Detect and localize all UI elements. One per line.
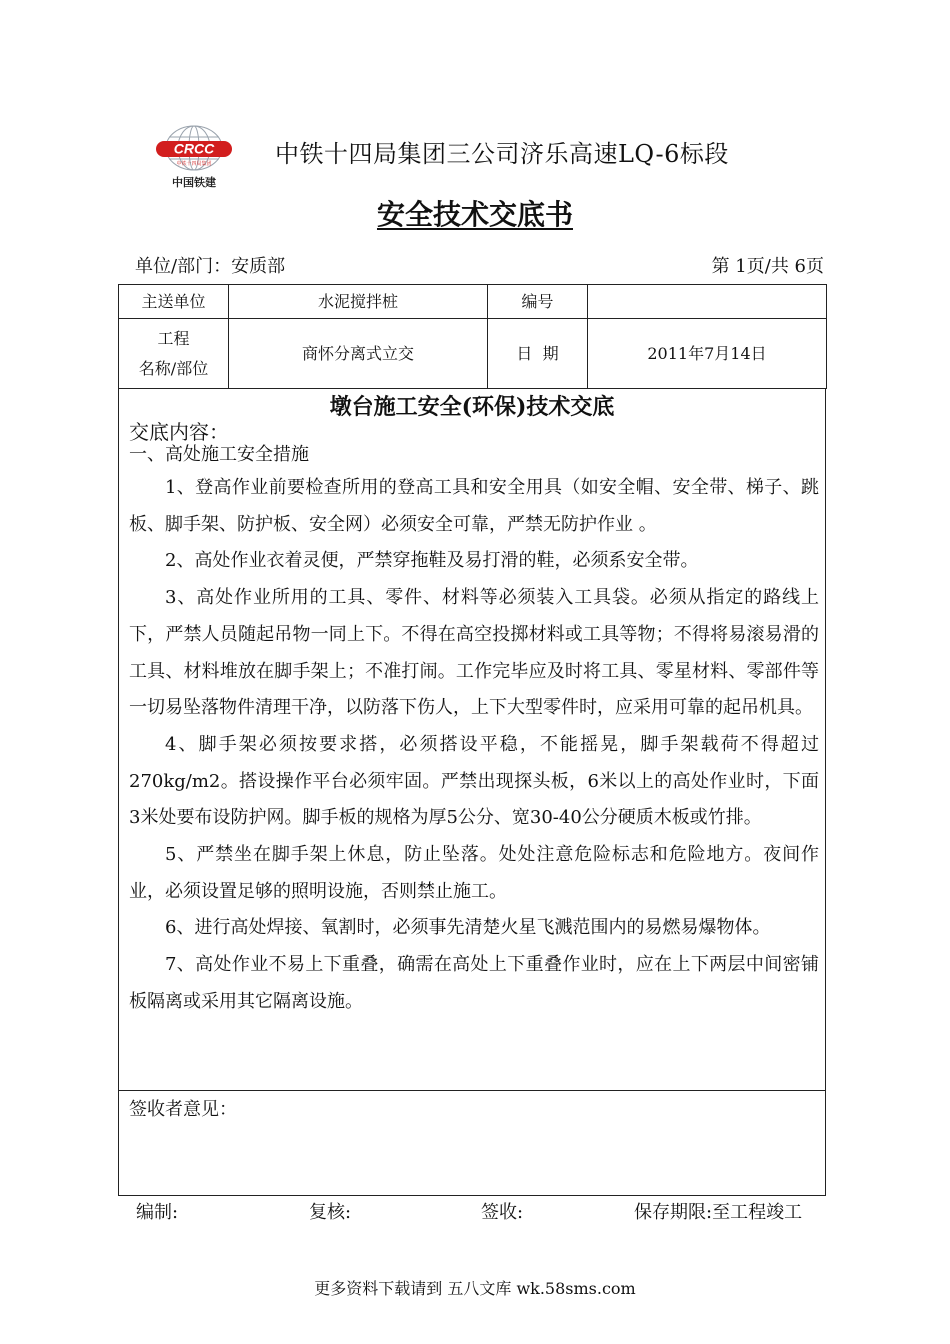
paragraph: 2、高处作业衣着灵便，严禁穿拖鞋及易打滑的鞋，必须系安全带。 bbox=[165, 550, 699, 572]
number-value bbox=[588, 285, 827, 319]
project-label-line1: 工程 bbox=[157, 328, 190, 348]
paragraph: 3、高处作业所用的工具、零件、材料等必须装入工具袋。必须从指定的路线上下，严禁人员随起吊物一同上下。不得在高空投掷材料或工具等物；不得将易滚易滑的工具、材料堆放在脚手架上；不准打闹。工作完毕应及时将工具、零星材料、零部件等一切易坠落物件清理干净，以防落下伤人，上下大型零件时，应采用可靠的起吊机具。 bbox=[129, 587, 819, 719]
retention-period: 保存期限:至工程竣工 bbox=[634, 1202, 803, 1223]
unit-department: 单位/部门：安质部 bbox=[135, 256, 286, 277]
info-table bbox=[118, 284, 827, 389]
section-title: 墩台施工安全(环保)技术交底 bbox=[329, 394, 615, 420]
compiled-by: 编制: bbox=[136, 1202, 179, 1223]
info-row-sender bbox=[119, 285, 827, 319]
paragraph: 6、进行高处焊接、氧割时，必须事先清楚火星飞溅范围内的易燃易爆物体。 bbox=[165, 917, 771, 939]
paragraph: 1、登高作业前要检查所用的登高工具和安全用具（如安全帽、安全带、梯子、跳板、脚手架、防护板、安全网）必须安全可靠，严禁无防护作业 。 bbox=[129, 477, 819, 535]
crcc-logo-icon bbox=[152, 122, 236, 192]
sender-value: 水泥搅拌桩 bbox=[229, 285, 488, 319]
content-body bbox=[129, 470, 819, 1021]
paragraph: 5、严禁坐在脚手架上休息，防止坠落。处处注意危险标志和危险地方。夜间作业，必须设置足够的照明设施，否则禁止施工。 bbox=[129, 844, 819, 902]
received-by: 签收: bbox=[481, 1202, 524, 1223]
number-label: 编号 bbox=[488, 285, 588, 319]
page-number: 第 1页/共 6页 bbox=[711, 256, 824, 277]
svg-text:CRCC: CRCC bbox=[173, 140, 215, 157]
project-value: 商怀分离式立交 bbox=[229, 319, 488, 389]
crcc-logo bbox=[152, 122, 236, 192]
sender-label: 主送单位 bbox=[119, 285, 229, 319]
paragraph: 7、高处作业不易上下重叠，确需在高处上下重叠作业时，应在上下两层中间密铺板隔离或采用其它隔离设施。 bbox=[129, 954, 819, 1012]
reviewed-by: 复核: bbox=[309, 1202, 352, 1223]
date-label: 日 期 bbox=[488, 319, 588, 389]
receiver-opinion-box bbox=[118, 1090, 826, 1196]
project-label-line2: 名称/部位 bbox=[138, 358, 209, 378]
svg-text:中国铁建: 中国铁建 bbox=[172, 176, 216, 189]
briefing-content bbox=[118, 388, 826, 1090]
project-label bbox=[119, 319, 229, 389]
content-label: 交底内容： bbox=[129, 420, 229, 444]
download-note: 更多资料下载请到 五八文库 wk.58sms.com bbox=[314, 1279, 636, 1298]
svg-text:中铁十四局集团: 中铁十四局集团 bbox=[176, 161, 212, 167]
receiver-opinion-label: 签收者意见： bbox=[129, 1099, 237, 1120]
paragraph: 4、脚手架必须按要求搭，必须搭设平稳，不能摇晃，脚手架载荷不得超过270kg/m2。搭设操作平台必须牢固。严禁出现探头板，6米以上的高处作业时，下面3米处要布设防护网。脚手板的规格为厚5公分、宽30-40公分硬质木板或竹排。 bbox=[129, 733, 819, 829]
document-title bbox=[0, 193, 950, 233]
document-title-text: 安全技术交底书 bbox=[376, 198, 573, 231]
info-row-project bbox=[119, 319, 827, 389]
content-subtitle: 一、高处施工安全措施 bbox=[129, 444, 309, 465]
date-value: 2011年7月14日 bbox=[588, 319, 827, 389]
company-name: 中铁十四局集团三公司济乐高速LQ-6标段 bbox=[275, 140, 729, 168]
